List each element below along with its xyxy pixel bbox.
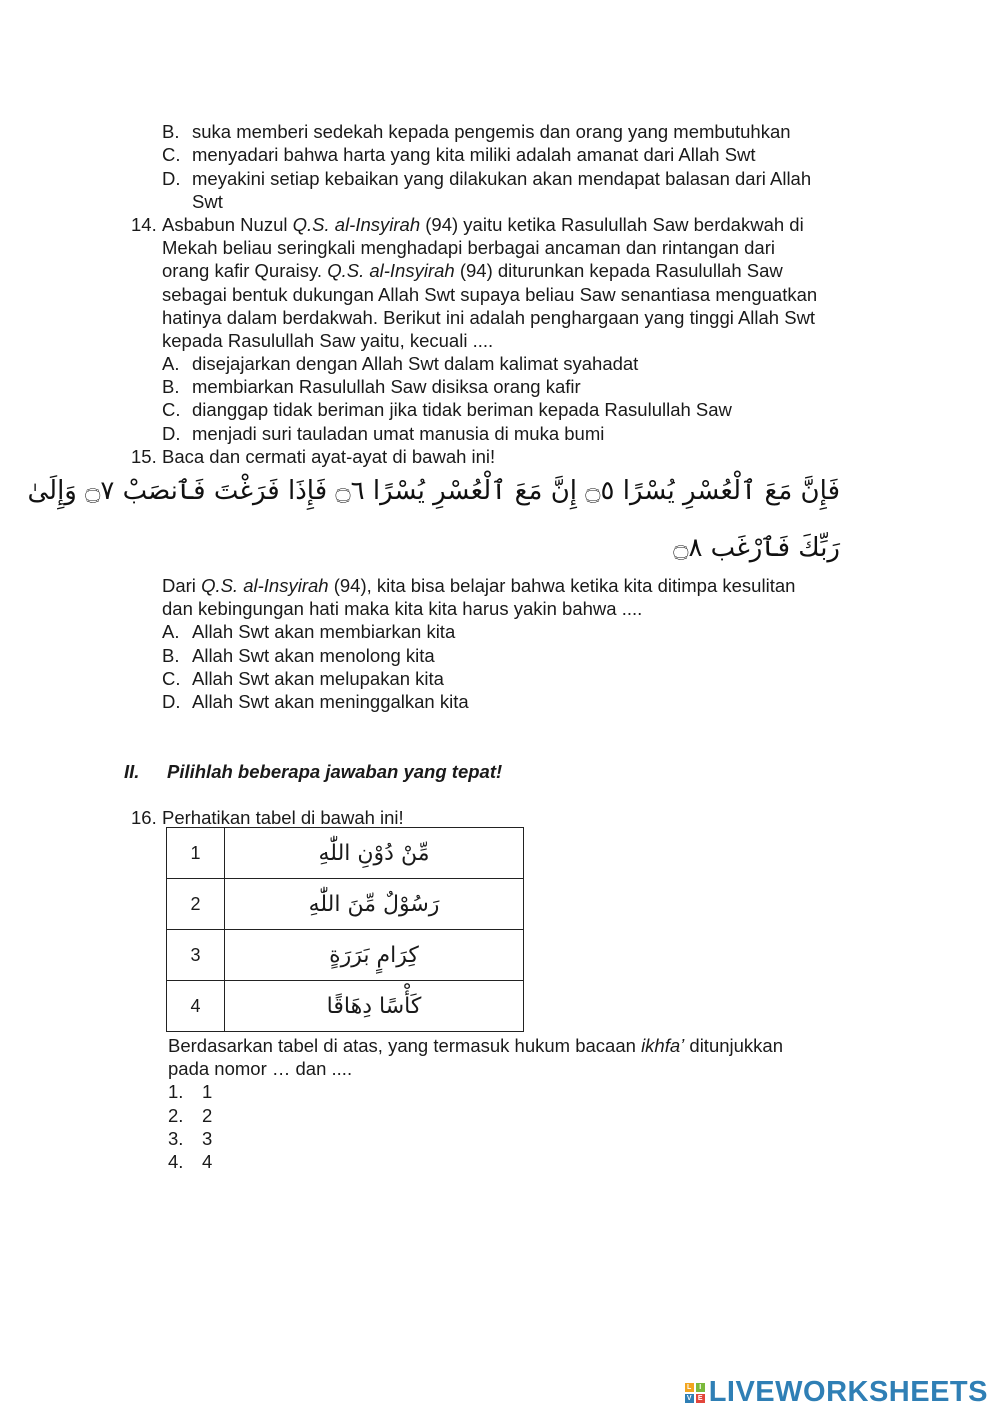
q13-option-c-label: C. bbox=[162, 144, 181, 165]
table-row bbox=[167, 930, 524, 981]
q15-prompt: Baca dan cermati ayat-ayat di bawah ini! bbox=[162, 446, 496, 467]
q15-option-b-text: Allah Swt akan menolong kita bbox=[192, 645, 435, 666]
liveworksheets-wordmark: LIVEWORKSHEETS bbox=[708, 1376, 988, 1408]
q16-line-1: Berdasarkan tabel di atas, yang termasuk hukum bacaan ikhfa’ ditunjukkan bbox=[168, 1035, 783, 1056]
q14-option-a-text: disejajarkan dengan Allah Swt dalam kalimat syahadat bbox=[192, 353, 639, 374]
q14-option-c-text: dianggap tidak beriman jika tidak beriman kepada Rasulullah Saw bbox=[192, 399, 732, 420]
table-cell-number: 1 bbox=[167, 828, 225, 879]
q16-prompt: Perhatikan tabel di bawah ini! bbox=[162, 807, 404, 828]
q14-line-1: Asbabun Nuzul Q.S. al-Insyirah (94) yaitu ketika Rasulullah Saw berdakwah di bbox=[162, 214, 804, 235]
table-cell-arabic: مِّنْ دُوْنِ اللّٰهِ bbox=[225, 828, 524, 879]
q15-option-d-text: Allah Swt akan meninggalkan kita bbox=[192, 691, 469, 712]
q15-line-1: Dari Q.S. al-Insyirah (94), kita bisa belajar bahwa ketika kita ditimpa kesulitan bbox=[162, 575, 796, 596]
table-row bbox=[167, 879, 524, 930]
table-row bbox=[167, 981, 524, 1032]
q14-number: 14. bbox=[131, 214, 157, 235]
q16-option-1-text: 1 bbox=[202, 1081, 213, 1102]
logo-mark-tile: E bbox=[696, 1394, 705, 1403]
q14-option-b-text: membiarkan Rasulullah Saw disiksa orang kafir bbox=[192, 376, 581, 397]
logo-mark-tile: V bbox=[685, 1394, 694, 1403]
q14-option-a-label: A. bbox=[162, 353, 180, 374]
table-cell-number: 4 bbox=[167, 981, 225, 1032]
q16-option-3-label: 3. bbox=[168, 1128, 184, 1149]
q16-option-2-label: 2. bbox=[168, 1105, 184, 1126]
q14-option-b-label: B. bbox=[162, 376, 180, 397]
q15-arabic-verse-line-1: فَإِنَّ مَعَ ٱلْعُسْرِ يُسْرًا ۝٥ إِنَّ مَعَ ٱلْعُسْرِ يُسْرًا ۝٦ فَإِذَا فَرَغْتَ فَٱنصَبْ ۝٧ وَإِلَىٰ bbox=[27, 476, 840, 506]
table-cell-arabic: رَسُوْلٌ مِّنَ اللّٰهِ bbox=[225, 879, 524, 930]
q16-option-1-label: 1. bbox=[168, 1081, 184, 1102]
q13-option-d-text-cont: Swt bbox=[192, 191, 223, 212]
logo-mark-tile: I bbox=[696, 1383, 705, 1392]
q14-option-d-label: D. bbox=[162, 423, 181, 444]
logo-mark-tile: L bbox=[685, 1383, 694, 1392]
liveworksheets-mark-icon bbox=[685, 1383, 705, 1403]
q14-line-6: kepada Rasulullah Saw yaitu, kecuali .... bbox=[162, 330, 494, 351]
table-cell-number: 2 bbox=[167, 879, 225, 930]
q16-option-2-text: 2 bbox=[202, 1105, 213, 1126]
q14-line-4: sebagai bentuk dukungan Allah Swt supaya beliau Saw senantiasa menguatkan bbox=[162, 284, 818, 305]
q14-line-3: orang kafir Quraisy. Q.S. al-Insyirah (94) diturunkan kepada Rasulullah Saw bbox=[162, 260, 783, 281]
table-row bbox=[167, 828, 524, 879]
q14-option-d-text: menjadi suri tauladan umat manusia di muka bumi bbox=[192, 423, 605, 444]
q15-number: 15. bbox=[131, 446, 157, 467]
q13-option-c-text: menyadari bahwa harta yang kita miliki adalah amanat dari Allah Swt bbox=[192, 144, 756, 165]
q14-line-2: Mekah beliau seringkali menghadapi berbagai ancaman dan rintangan dari bbox=[162, 237, 775, 258]
section-number: II. bbox=[124, 761, 140, 782]
q13-option-b-text: suka memberi sedekah kepada pengemis dan orang yang membutuhkan bbox=[192, 121, 791, 142]
table-cell-arabic: كَأْسًا دِهَاقًا bbox=[225, 981, 524, 1032]
q16-option-4-label: 4. bbox=[168, 1151, 184, 1172]
q14-option-c-label: C. bbox=[162, 399, 181, 420]
q16-option-3-text: 3 bbox=[202, 1128, 213, 1149]
q13-option-d-text: meyakini setiap kebaikan yang dilakukan akan mendapat balasan dari Allah bbox=[192, 168, 812, 189]
q13-option-b-label: B. bbox=[162, 121, 180, 142]
q15-line-2: dan kebingungan hati maka kita kita harus yakin bahwa .... bbox=[162, 598, 643, 619]
q16-option-4-text: 4 bbox=[202, 1151, 213, 1172]
table-cell-number: 3 bbox=[167, 930, 225, 981]
q15-option-a-text: Allah Swt akan membiarkan kita bbox=[192, 621, 456, 642]
q15-option-a-label: A. bbox=[162, 621, 180, 642]
q13-option-d-label: D. bbox=[162, 168, 181, 189]
q16-line-2: pada nomor … dan .... bbox=[168, 1058, 353, 1079]
q16-number: 16. bbox=[131, 807, 157, 828]
table-cell-arabic: كِرَامٍ بَرَرَةٍ bbox=[225, 930, 524, 981]
q15-option-b-label: B. bbox=[162, 645, 180, 666]
q15-option-c-label: C. bbox=[162, 668, 181, 689]
q15-option-c-text: Allah Swt akan melupakan kita bbox=[192, 668, 444, 689]
q15-option-d-label: D. bbox=[162, 691, 181, 712]
q16-table bbox=[166, 827, 524, 1032]
q14-line-5: hatinya dalam berdakwah. Berikut ini adalah penghargaan yang tinggi Allah Swt bbox=[162, 307, 816, 328]
q15-arabic-verse-line-2: رَبِّكَ فَٱرْغَب ۝٨ bbox=[673, 533, 840, 563]
liveworksheets-logo bbox=[685, 1376, 988, 1409]
section-title: Pilihlah beberapa jawaban yang tepat! bbox=[167, 761, 503, 782]
